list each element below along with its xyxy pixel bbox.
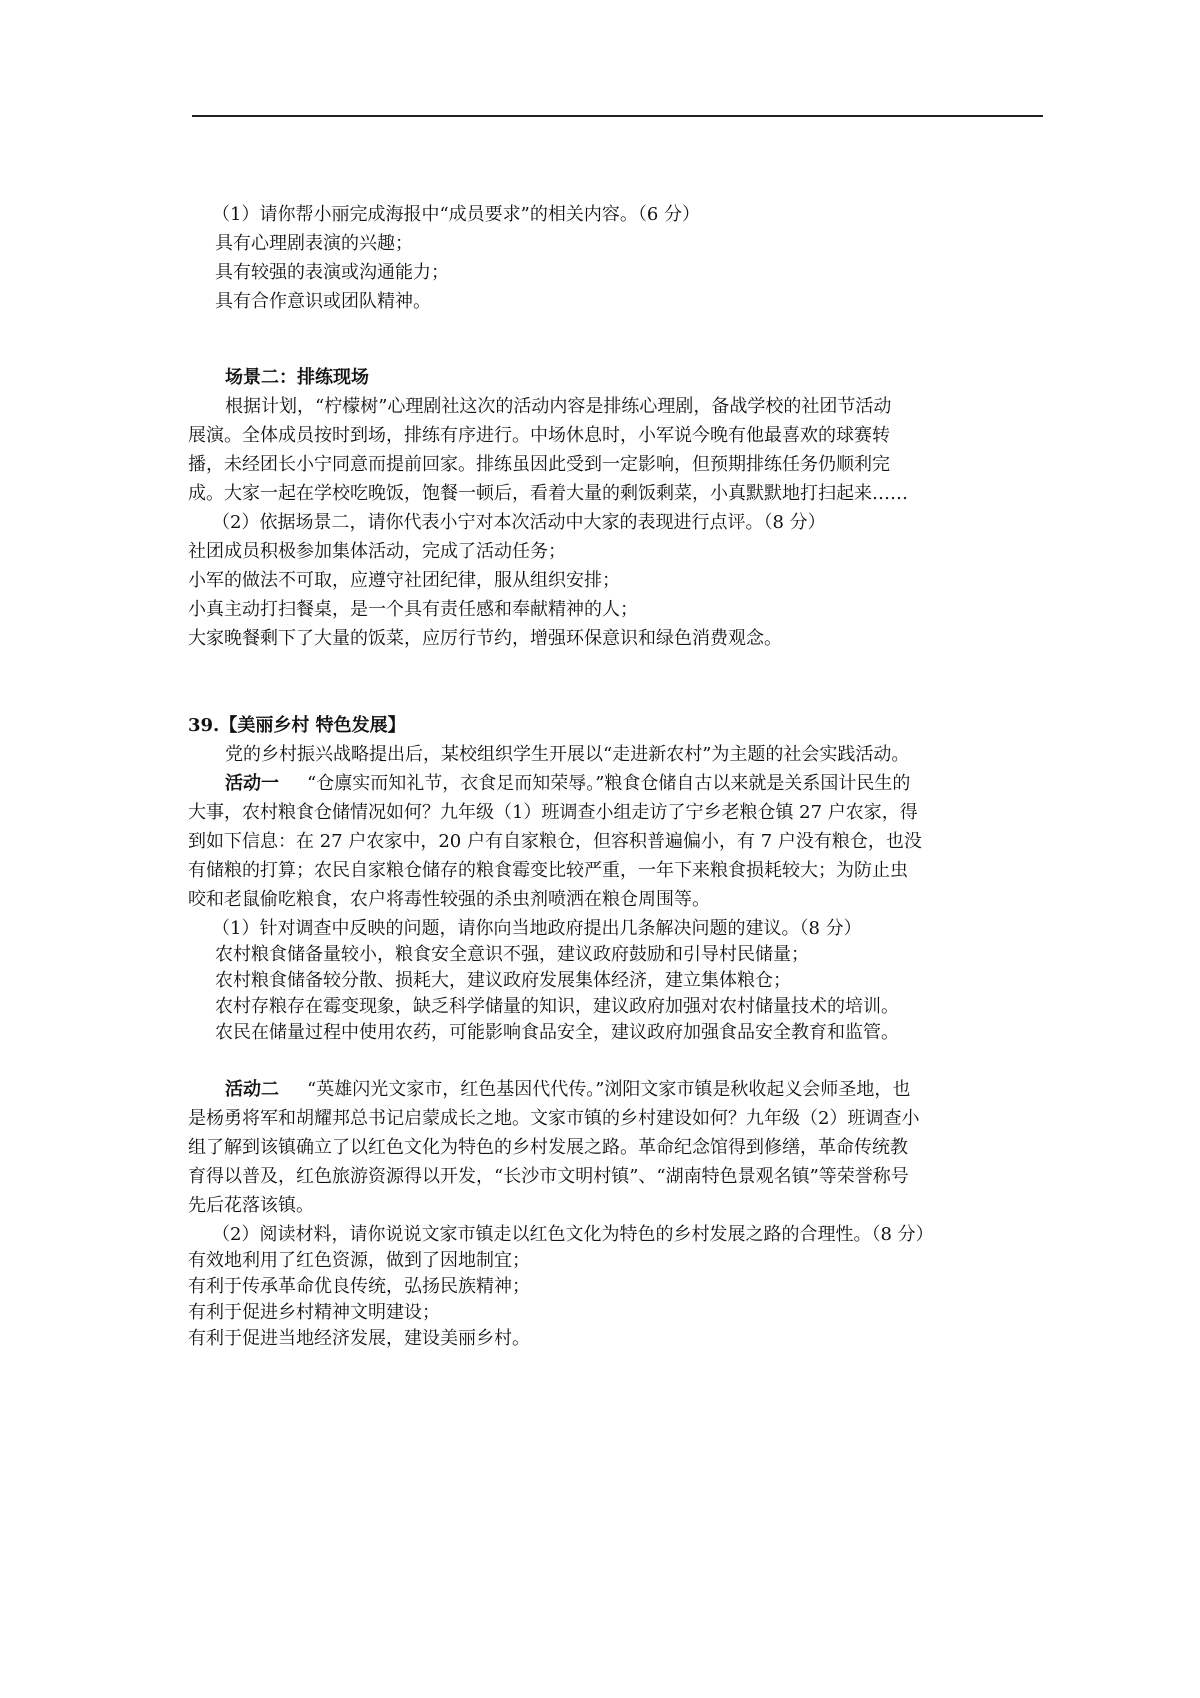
activity-two-answer: 有利于促进乡村精神文明建设； — [188, 1302, 440, 1323]
q1-answer: 具有合作意识或团队精神。 — [215, 291, 431, 312]
activity-one-line: “仓廪实而知礼节，衣食足而知荣辱。”粮食仓储自古以来就是关系国计民生的 — [307, 773, 911, 794]
activity-two-line: 先后花落该镇。 — [188, 1195, 314, 1216]
activity-one-line: 有储粮的打算；农民自家粮仓储存的粮食霉变比较严重，一年下来粮食损耗较大；为防止虫 — [188, 860, 908, 881]
activity-two-line: 组了解到该镇确立了以红色文化为特色的乡村发展之路。革命纪念馆得到修缮，革命传统教 — [188, 1137, 908, 1158]
activity-one-answer: 农村粮食储备量较小，粮食安全意识不强，建议政府鼓励和引导村民储量； — [215, 944, 809, 965]
activity-one-answer: 农村存粮存在霉变现象，缺乏科学储量的知识，建议政府加强对农村储量技术的培训。 — [215, 996, 899, 1017]
scene-line: 成。大家一起在学校吃晚饭，饱餐一顿后，看着大量的剩饭剩菜，小真默默地打扫起来…… — [188, 483, 908, 504]
activity-one-label: 活动一 — [225, 773, 279, 794]
header-rule — [192, 115, 1043, 117]
q1-answer: 具有心理剧表演的兴趣； — [215, 233, 413, 254]
q2-answer: 社团成员积极参加集体活动，完成了活动任务； — [188, 541, 566, 562]
activity-one-line: 咬和老鼠偷吃粮食，农户将毒性较强的杀虫剂喷洒在粮仓周围等。 — [188, 889, 710, 910]
q1-prompt: （1）请你帮小丽完成海报中“成员要求”的相关内容。（6 分） — [212, 204, 701, 225]
activity-two-question: （2）阅读材料，请你说说文家市镇走以红色文化为特色的乡村发展之路的合理性。（8 分） — [212, 1224, 934, 1245]
q1-answer: 具有较强的表演或沟通能力； — [215, 262, 449, 283]
scene-line: 展演。全体成员按时到场，排练有序进行。中场休息时，小军说今晚有他最喜欢的球赛转 — [188, 425, 890, 446]
activity-two-line: “英雄闪光文家市，红色基因代代传。”浏阳文家市镇是秋收起义会师圣地，也 — [307, 1079, 911, 1100]
activity-two-line: 是杨勇将军和胡耀邦总书记启蒙成长之地。文家市镇的乡村建设如何？九年级（2）班调查小 — [188, 1108, 920, 1129]
q2-answer: 小军的做法不可取，应遵守社团纪律，服从组织安排； — [188, 570, 620, 591]
activity-one-line: 大事，农村粮食仓储情况如何？九年级（1）班调查小组走访了宁乡老粮仓镇 27 户农家，得 — [188, 802, 918, 823]
q2-answer: 大家晚餐剩下了大量的饭菜，应厉行节约，增强环保意识和绿色消费观念。 — [188, 628, 782, 649]
scene-line: 播，未经团长小宁同意而提前回家。排练虽因此受到一定影响，但预期排练任务仍顺利完 — [188, 454, 890, 475]
activity-two-answer: 有效地利用了红色资源，做到了因地制宜； — [188, 1250, 530, 1271]
activity-one-question: （1）针对调查中反映的问题，请你向当地政府提出几条解决问题的建议。（8 分） — [212, 918, 862, 939]
scene-line: 根据计划，“柠檬树”心理剧社这次的活动内容是排练心理剧，备战学校的社团节活动 — [225, 396, 892, 417]
scene-title: 场景二：排练现场 — [225, 367, 369, 388]
activity-two-answer: 有利于传承革命优良传统，弘扬民族精神； — [188, 1276, 530, 1297]
activity-one-answer: 农村粮食储备较分散、损耗大，建议政府发展集体经济，建立集体粮仓； — [215, 970, 791, 991]
question-39-intro: 党的乡村振兴战略提出后，某校组织学生开展以“走进新农村”为主题的社会实践活动。 — [225, 744, 910, 765]
question-39-title: 39.【美丽乡村 特色发展】 — [188, 715, 406, 736]
activity-two-answer: 有利于促进当地经济发展，建设美丽乡村。 — [188, 1328, 530, 1349]
q2-answer: 小真主动打扫餐桌，是一个具有责任感和奉献精神的人； — [188, 599, 638, 620]
activity-two-label: 活动二 — [225, 1079, 279, 1100]
activity-two-line: 育得以普及，红色旅游资源得以开发，“长沙市文明村镇”、“湖南特色景观名镇”等荣誉称号 — [188, 1166, 909, 1187]
q2-prompt: （2）依据场景二，请你代表小宁对本次活动中大家的表现进行点评。（8 分） — [212, 512, 826, 533]
activity-one-line: 到如下信息：在 27 户农家中，20 户有自家粮仓，但容积普遍偏小，有 7 户没有粮仓，也没 — [188, 831, 922, 852]
activity-one-answer: 农民在储量过程中使用农药，可能影响食品安全，建议政府加强食品安全教育和监管。 — [215, 1022, 899, 1043]
